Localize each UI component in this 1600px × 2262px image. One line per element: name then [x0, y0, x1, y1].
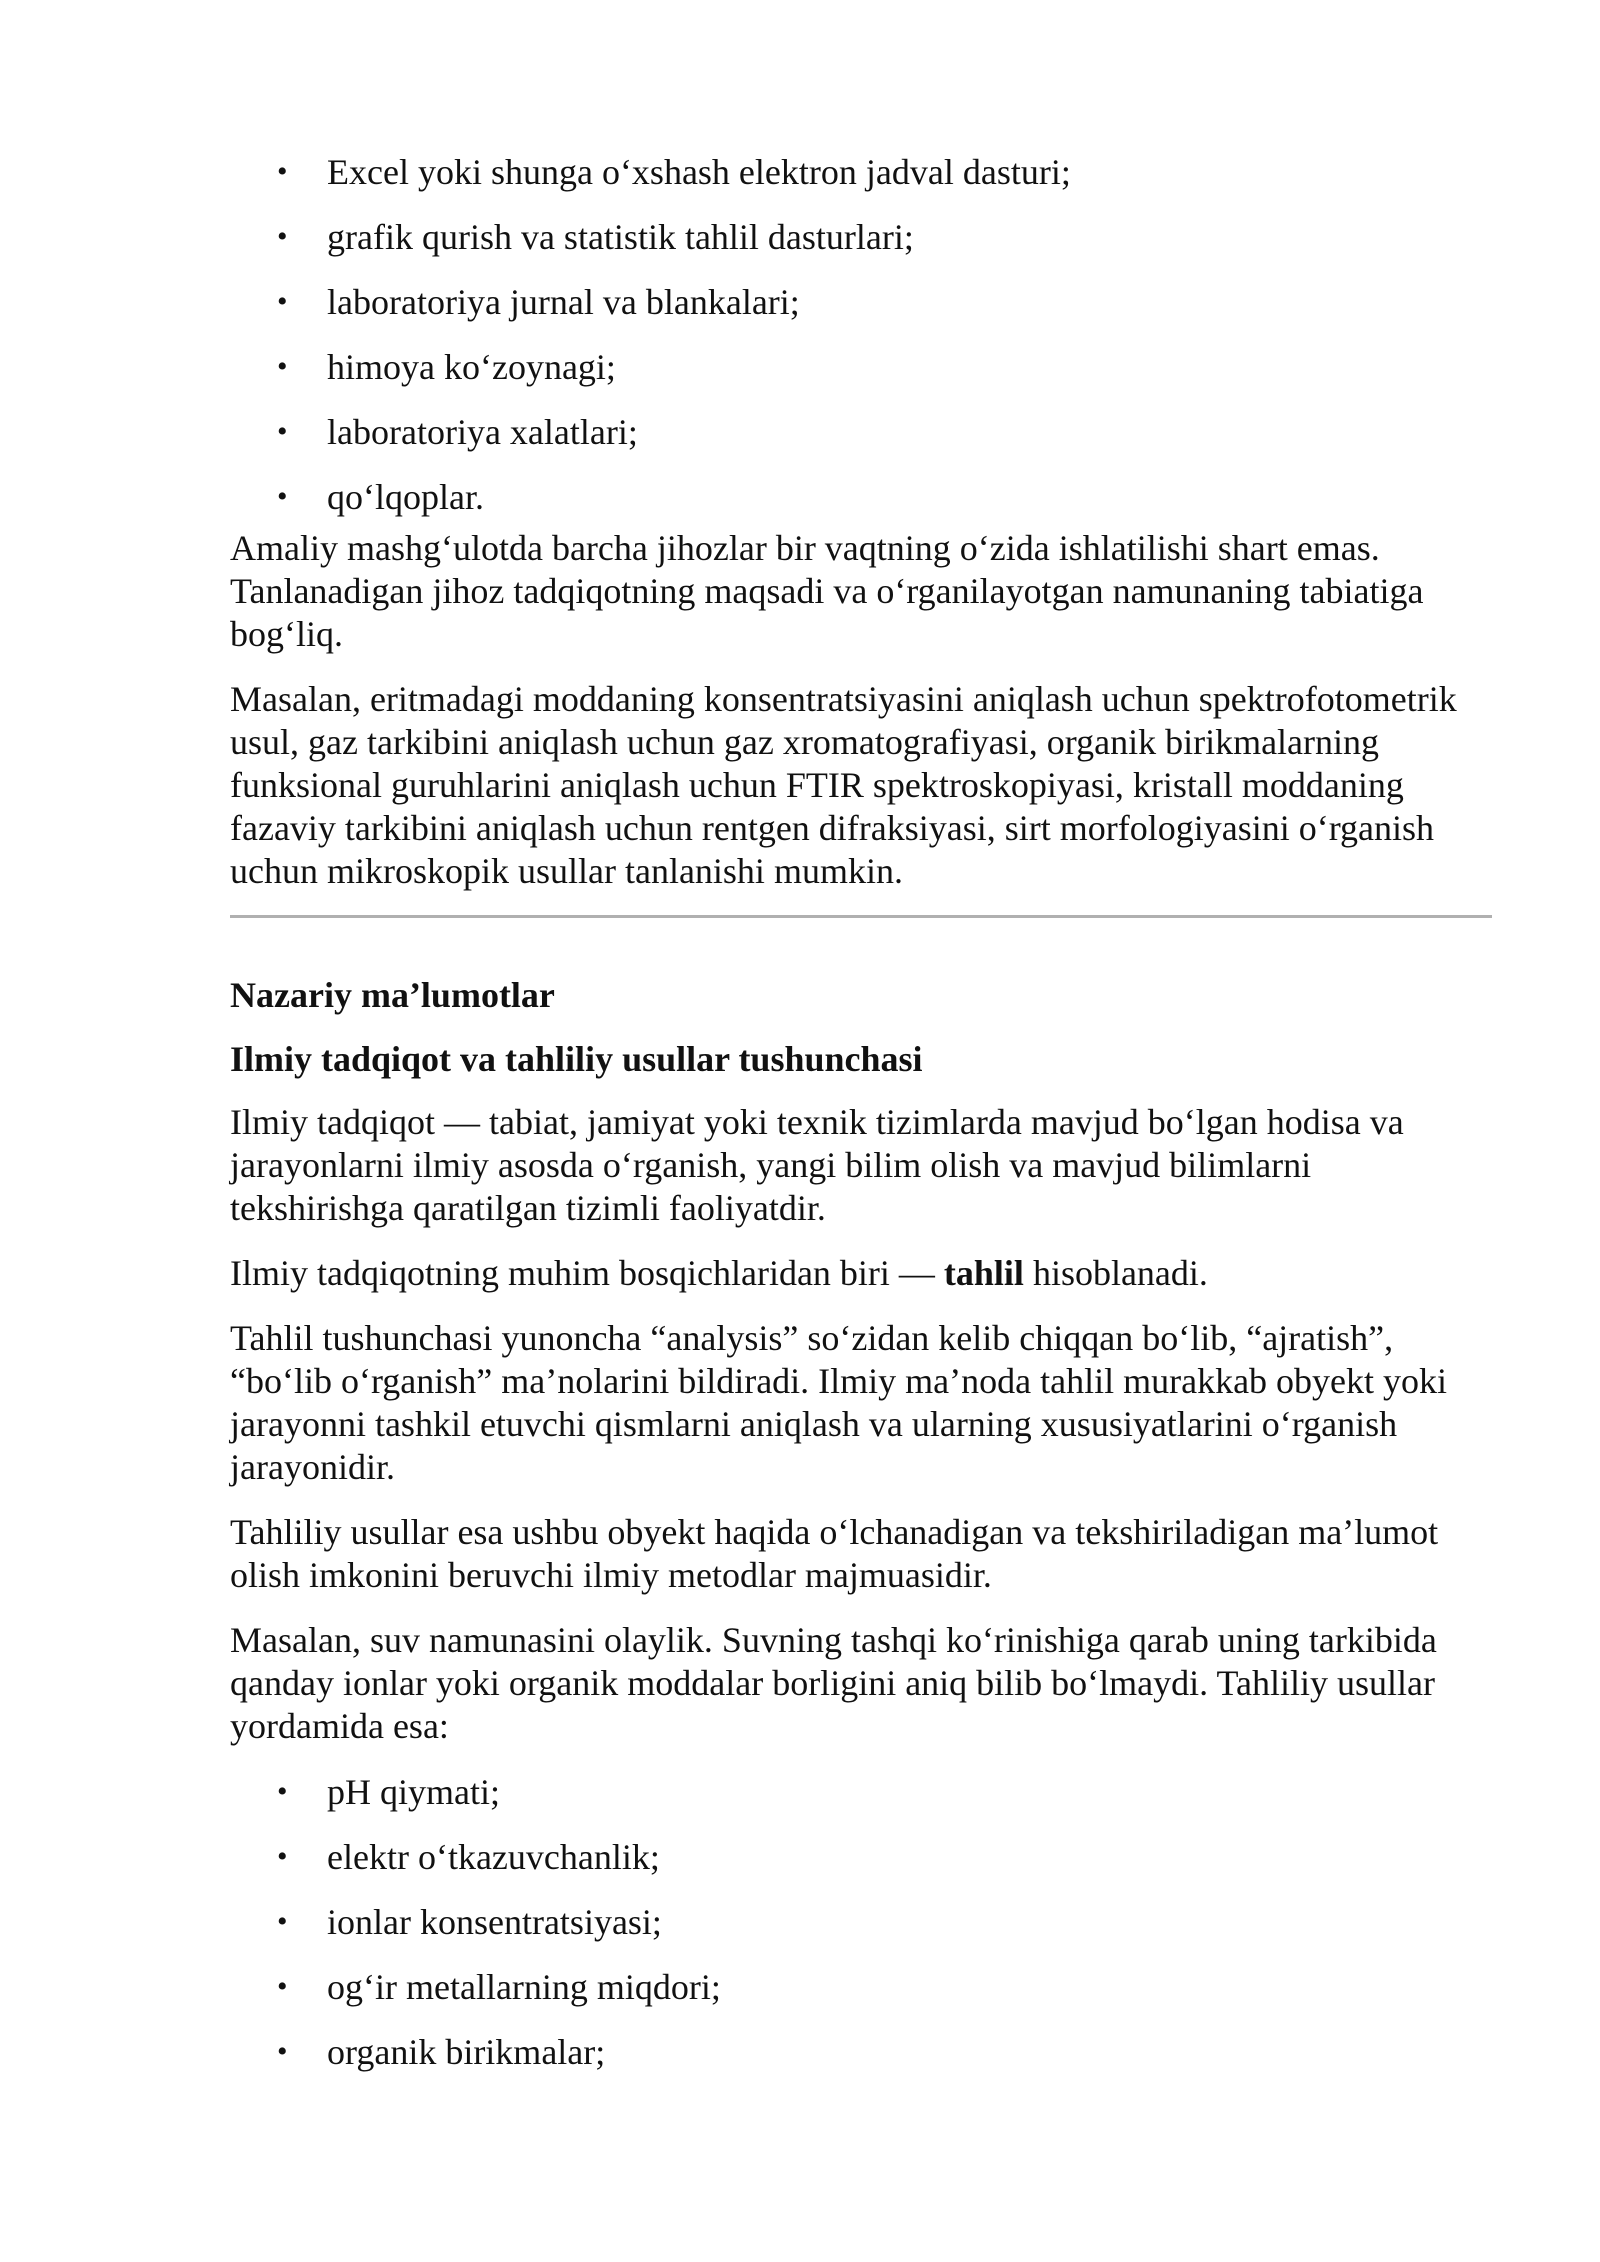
list-item: • laboratoriya jurnal va blankalari;: [230, 280, 1492, 324]
horizontal-divider: [230, 915, 1492, 918]
paragraph-research-definition: Ilmiy tadqiqot — tabiat, jamiyat yoki texnik tizimlarda mavjud bo‘lgan hodisa va jarayonlarni ilmiy asosda o‘rganish, yangi bilim olish va mavjud bilimlarni tekshirishga qaratilgan tizimli faoliyatdir.: [230, 1102, 1404, 1228]
list-item: • grafik qurish va statistik tahlil dasturlari;: [230, 215, 1492, 259]
bold-term: tahlil: [943, 1253, 1024, 1293]
list-item: • himoya ko‘zoynagi;: [230, 345, 1492, 389]
paragraph-analysis-stage: [230, 1252, 1492, 1295]
list-item: • elektr o‘tkazuvchanlik;: [230, 1835, 1492, 1879]
water-parameters-list: [230, 1770, 1492, 2074]
list-item: • ionlar konsentratsiyasi;: [230, 1900, 1492, 1944]
text-segment: hisoblanadi.: [1023, 1253, 1208, 1293]
equipment-list: [230, 150, 1492, 519]
paragraph-method-examples: Masalan, eritmadagi moddaning konsentratsiyasini aniqlash uchun spektrofotometrik usul, gaz tarkibini aniqlash uchun gaz xromatografiyasi, organik birikmalarning funksional guruhlarini aniqlash uchun FTIR spektroskopiyasi, kristall moddaning fazaviy tarkibini aniqlash uchun rentgen difraksiyasi, sirt morfologiyasini o‘rganish uchun mikroskopik usullar tanlanishi mumkin.: [230, 679, 1457, 891]
list-item: • laboratoriya xalatlari;: [230, 410, 1492, 454]
paragraph-analysis-definition: Tahlil tushunchasi yunoncha “analysis” so‘zidan kelib chiqqan bo‘lib, “ajratish”, “bo‘lib o‘rganish” ma’nolarini bildiradi. Ilmiy ma’noda tahlil murakkab obyekt yoki jarayonni tashkil etuvchi qismlarni aniqlash va ularning xususiyatlarini o‘rganish jarayonidir.: [230, 1318, 1448, 1487]
section-heading: Nazariy ma’lumotlar: [230, 975, 555, 1015]
subsection-heading: Ilmiy tadqiqot va tahliliy usullar tushunchasi: [230, 1039, 923, 1079]
paragraph-equipment-usage: Amaliy mashg‘ulotda barcha jihozlar bir vaqtning o‘zida ishlatilishi shart emas. Tanlanadigan jihoz tadqiqotning maqsadi va o‘rganilayotgan namunaning tabiatiga bog‘liq.: [230, 528, 1424, 654]
paragraph-water-example: Masalan, suv namunasini olaylik. Suvning tashqi ko‘rinishiga qarab uning tarkibida qanday ionlar yoki organik moddalar borligini aniq bilib bo‘lmaydi. Tahliliy usullar yordamida esa:: [230, 1620, 1437, 1746]
paragraph-analytical-methods: Tahliliy usullar esa ushbu obyekt haqida o‘lchanadigan va tekshiriladigan ma’lumot olish imkonini beruvchi ilmiy metodlar majmuasidir.: [230, 1512, 1439, 1595]
list-item: • og‘ir metallarning miqdori;: [230, 1965, 1492, 2009]
page-content: [230, 150, 1492, 2095]
list-item: • qo‘lqoplar.: [230, 475, 1492, 519]
text-segment: Ilmiy tadqiqotning muhim bosqichlaridan biri —: [230, 1253, 944, 1293]
list-item: • Excel yoki shunga o‘xshash elektron jadval dasturi;: [230, 150, 1492, 194]
list-item: • organik birikmalar;: [230, 2030, 1492, 2074]
list-item: • pH qiymati;: [230, 1770, 1492, 1814]
